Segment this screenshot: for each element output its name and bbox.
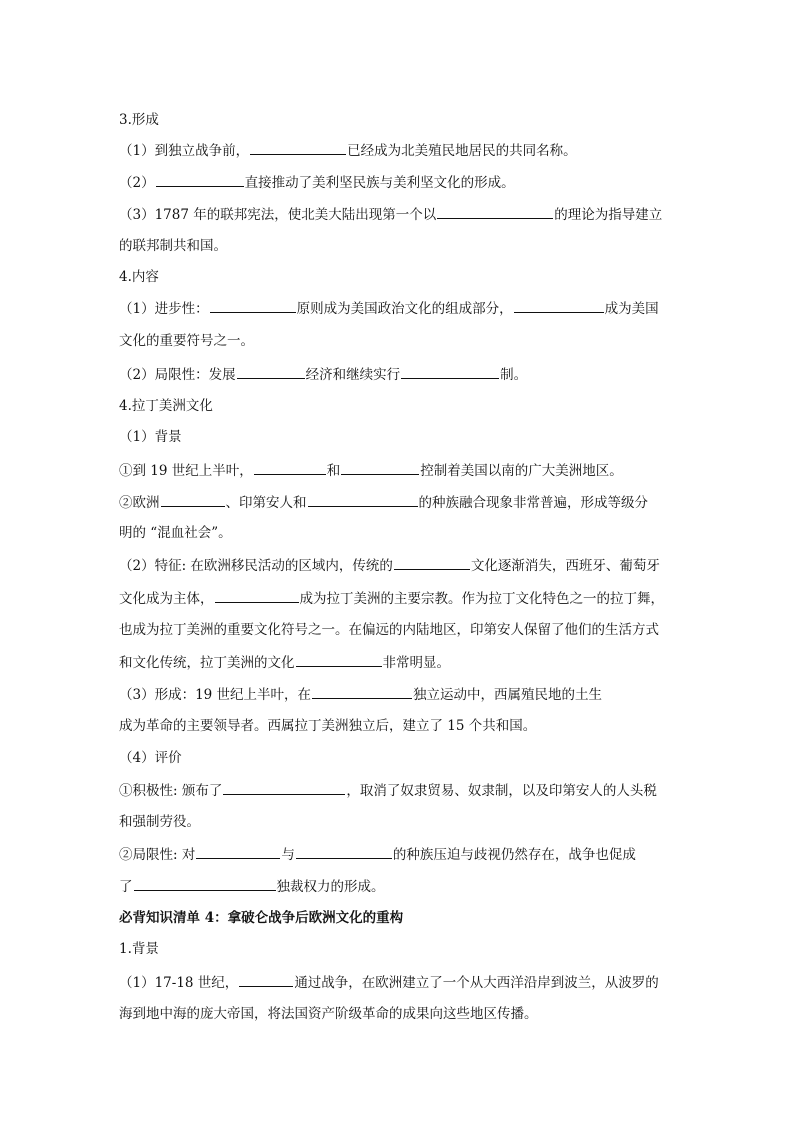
- line-text: 经济和继续实行: [305, 367, 401, 383]
- fill-in-blank[interactable]: [210, 298, 296, 313]
- fill-in-blank[interactable]: [215, 588, 299, 603]
- line-text: 文化的重要符号之一。: [119, 333, 254, 349]
- doc-line: [119, 876, 694, 897]
- doc-line: [119, 652, 694, 673]
- line-text: （2）特征: 在欧洲移民活动的区域内，传统的: [119, 558, 393, 574]
- line-text: 直接推动了美利坚民族与美利坚文化的形成。: [244, 175, 515, 191]
- line-text: 的种族融合现象非常普遍，形成等级分: [418, 495, 648, 511]
- doc-line: [119, 204, 694, 225]
- line-text: 3.形成: [119, 112, 159, 128]
- doc-line: [119, 684, 694, 705]
- doc-line: [119, 812, 694, 832]
- doc-line: [119, 939, 694, 959]
- line-text: （1）17-18 世纪，: [119, 975, 239, 991]
- fill-in-blank[interactable]: [401, 364, 499, 379]
- line-text: （1）进步性：: [119, 301, 209, 317]
- line-text: （2）: [119, 175, 155, 191]
- fill-in-blank[interactable]: [161, 492, 225, 507]
- doc-line: [119, 716, 694, 736]
- doc-line: [119, 844, 694, 865]
- line-text: ①到 19 世纪上半叶，: [119, 463, 253, 479]
- line-text: 明的 “混血社会”。: [119, 525, 232, 541]
- doc-line: [119, 1004, 694, 1024]
- line-text: （4）评价: [119, 750, 182, 766]
- fill-in-blank[interactable]: [296, 652, 382, 667]
- doc-line: [119, 140, 694, 161]
- line-text: 海到地中海的庞大帝国，将法国资产阶级革命的成果向这些地区传播。: [119, 1006, 538, 1022]
- fill-in-blank[interactable]: [394, 555, 470, 570]
- doc-line: [119, 172, 694, 193]
- line-text: （3）形成：19 世纪上半叶，在: [119, 687, 312, 703]
- line-text: （3）1787 年的联邦宪法，使北美大陆出现第一个以: [119, 207, 437, 223]
- line-text: 独裁权力的形成。: [276, 879, 385, 895]
- doc-line: [119, 236, 694, 256]
- fill-in-blank[interactable]: [341, 460, 419, 475]
- fill-in-blank[interactable]: [156, 172, 244, 187]
- line-text: 的种族压迫与歧视仍然存在，战争也促成: [392, 847, 636, 863]
- line-text: 的联邦制共和国。: [119, 238, 227, 254]
- doc-line: [119, 492, 694, 513]
- fill-in-blank[interactable]: [239, 972, 293, 987]
- line-text: 制。: [500, 367, 528, 383]
- fill-in-blank[interactable]: [254, 460, 326, 475]
- line-text: 4.内容: [119, 269, 159, 285]
- fill-in-blank[interactable]: [312, 684, 412, 699]
- line-text: 非常明显。: [382, 655, 450, 671]
- fill-in-blank[interactable]: [514, 298, 604, 313]
- line-text: 、印第安人和: [225, 495, 307, 511]
- doc-line: [119, 523, 694, 543]
- line-text: 和: [326, 463, 341, 479]
- doc-line: [119, 267, 694, 287]
- doc-line: [119, 972, 694, 993]
- line-text: （2）局限性：发展: [119, 367, 236, 383]
- doc-line: [119, 908, 694, 928]
- line-text: 也成为拉丁美洲的重要文化符号之一。在偏远的内陆地区，印第安人保留了他们的生活方式: [119, 622, 659, 638]
- line-text: ②局限性: 对: [119, 847, 196, 863]
- line-text: 1.背景: [119, 941, 159, 957]
- line-text: 已经成为北美殖民地居民的共同名称。: [347, 143, 577, 159]
- line-text: 成为拉丁美洲的主要宗教。作为拉丁文化特色之一的拉丁舞，: [299, 591, 664, 607]
- fill-in-blank[interactable]: [250, 140, 346, 155]
- line-text: 文化逐渐消失，西班牙、葡萄牙: [470, 558, 660, 574]
- doc-line: [119, 588, 694, 609]
- doc-line: [119, 620, 694, 640]
- doc-line: [119, 110, 694, 130]
- line-text: ②欧洲: [119, 495, 160, 511]
- line-text: 控制着美国以南的广大美洲地区。: [420, 463, 623, 479]
- fill-in-blank[interactable]: [296, 844, 392, 859]
- line-text: 和强制劳役。: [119, 814, 200, 830]
- line-text: 文化成为主体，: [119, 591, 214, 607]
- doc-line: [119, 780, 694, 801]
- line-text: 的理论为指导建立: [554, 207, 663, 223]
- line-text: 独立运动中，西属殖民地的土生: [413, 687, 603, 703]
- line-text: 与: [281, 847, 295, 863]
- doc-line: [119, 298, 694, 319]
- line-text: 成为革命的主要领导者。西属拉丁美洲独立后，建立了 15 个共和国。: [119, 718, 537, 734]
- fill-in-blank[interactable]: [437, 204, 553, 219]
- fill-in-blank[interactable]: [237, 364, 305, 379]
- line-text: （1）背景: [119, 429, 182, 445]
- line-text: 了: [119, 879, 133, 895]
- line-text: ，取消了奴隶贸易、奴隶制，以及印第安人的人头税: [346, 783, 657, 799]
- doc-line: [119, 396, 694, 416]
- doc-line: [119, 460, 694, 481]
- fill-in-blank[interactable]: [134, 876, 276, 891]
- fill-in-blank[interactable]: [223, 780, 345, 795]
- line-text: 通过战争，在欧洲建立了一个从大西洋沿岸到波兰，从波罗的: [294, 975, 659, 991]
- line-text: 4.拉丁美洲文化: [119, 398, 213, 414]
- line-text: ①积极性: 颁布了: [119, 783, 223, 799]
- line-text: （1）到独立战争前，: [119, 143, 250, 159]
- doc-line: [119, 331, 694, 351]
- line-text: 和文化传统，拉丁美洲的文化: [119, 655, 295, 671]
- doc-line: [119, 555, 694, 576]
- fill-in-blank[interactable]: [308, 492, 418, 507]
- line-text: 原则成为美国政治文化的组成部分，: [296, 301, 513, 317]
- line-text: 成为美国: [604, 301, 659, 317]
- doc-line: [119, 364, 694, 385]
- doc-line: [119, 427, 694, 447]
- doc-line: [119, 748, 694, 768]
- fill-in-blank[interactable]: [196, 844, 280, 859]
- line-text: 必背知识清单 4：拿破仑战争后欧洲文化的重构: [119, 910, 404, 926]
